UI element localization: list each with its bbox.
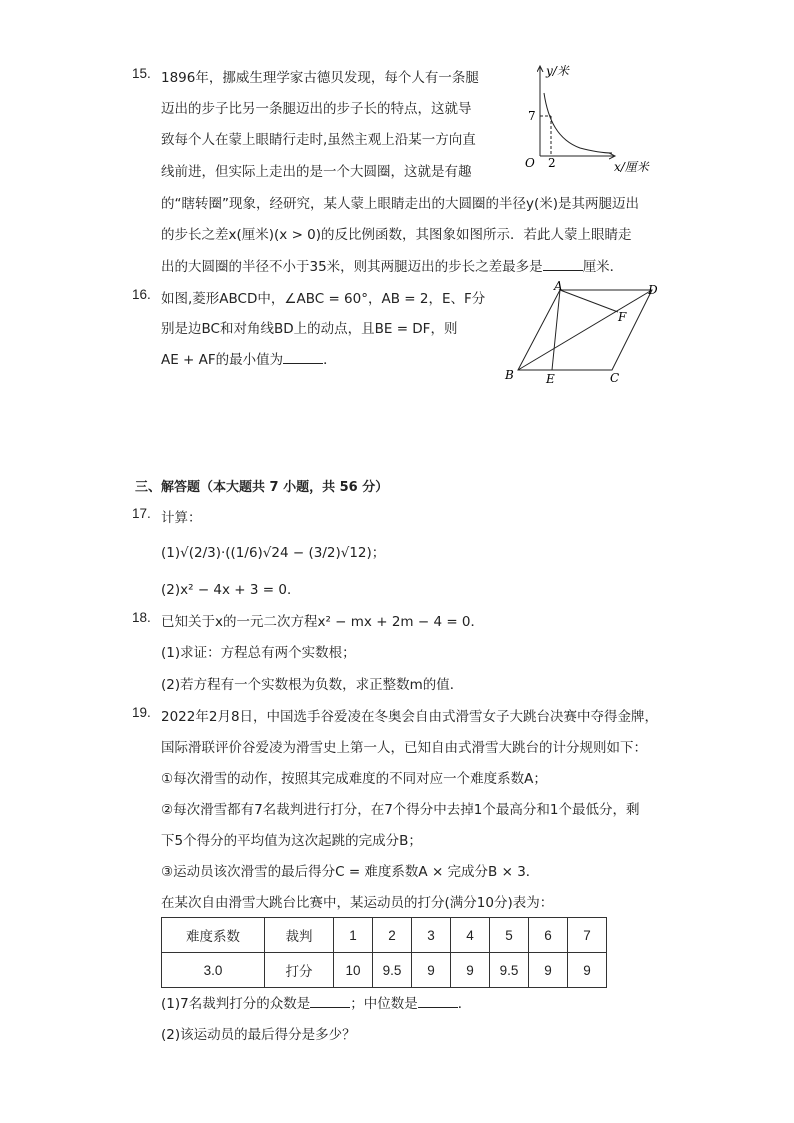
q19-rule-1: ①每次滑雪的动作，按照其完成难度的不同对应一个难度系数A； <box>161 771 547 787</box>
q19-rule-2a: ②每次滑雪都有7名裁判进行打分，在7个得分中去掉1个最高分和1个最低分，剩 <box>161 802 640 818</box>
y-tick-label: 7 <box>528 109 536 123</box>
q18-part-1: (1)求证：方程总有两个实数根； <box>161 645 356 661</box>
mode-answer-blank[interactable] <box>310 995 350 1008</box>
q15-line-3: 致每个人在蒙上眼睛行走时,虽然主观上沿某一方向直 <box>161 132 476 148</box>
judge-cell: 5 <box>490 918 529 953</box>
vertex-b-label: B <box>505 368 514 382</box>
q19-line-2: 国际滑联评价谷爱凌为滑雪史上第一人，已知自由式滑雪大跳台的计分规则如下： <box>161 740 647 756</box>
judge-cell: 4 <box>451 918 490 953</box>
q15-line-7 <box>161 255 623 275</box>
x-axis-label: x/厘米 <box>614 160 649 174</box>
q15-line-1: 1896年，挪威生理学家古德贝发现，每个人有一条腿 <box>161 70 479 86</box>
point-f-label: F <box>618 310 627 324</box>
score-cell: 9.5 <box>490 953 529 988</box>
judge-cell: 7 <box>568 918 607 953</box>
q17-part-2: (2)x² − 4x + 3 = 0． <box>161 582 301 598</box>
q15-number: 15. <box>132 66 151 81</box>
q15-line-6: 的步长之差x(厘米)(x > 0)的反比例函数，其图象如图所示．若此人蒙上眼睛走 <box>161 227 632 243</box>
q19-sub-2: (2)该运动员的最后得分是多少？ <box>161 1027 356 1043</box>
x-tick-label: 2 <box>548 156 556 170</box>
score-cell: 9 <box>451 953 490 988</box>
vertex-c-label: C <box>610 371 620 385</box>
inverse-function-graph <box>510 60 660 180</box>
table-row <box>162 918 607 953</box>
q18-part-2: (2)若方程有一个实数根为负数，求正整数m的值． <box>161 677 464 693</box>
origin-label: O <box>525 156 535 170</box>
vertex-a-label: A <box>554 279 563 293</box>
score-table <box>161 917 607 988</box>
q16-line-3-text: AE + AF的最小值为 <box>161 352 284 368</box>
rhombus-figure <box>500 278 670 390</box>
point-e-label: E <box>546 372 555 386</box>
score-cell: 9 <box>529 953 568 988</box>
section-heading: 三、解答题（本大题共 7 小题，共 56 分） <box>135 480 389 495</box>
q16-answer-blank[interactable] <box>283 351 323 364</box>
q19-line-1: 2022年2月8日，中国选手谷爱凌在冬奥会自由式滑雪女子大跳台决赛中夺得金牌， <box>161 709 659 725</box>
q18-number: 18. <box>132 610 151 625</box>
q16-line-2: 别是边BC和对角线BD上的动点，且BE = DF，则 <box>161 321 458 337</box>
header-difficulty: 难度系数 <box>162 918 265 953</box>
q16-number: 16. <box>132 287 151 302</box>
q17-number: 17. <box>132 506 151 521</box>
judge-cell: 3 <box>412 918 451 953</box>
score-cell: 9 <box>568 953 607 988</box>
q16-line-3-end: ． <box>323 352 337 368</box>
q19-rule-2b: 下5个得分的平均值为这次起跳的完成分B； <box>161 833 422 849</box>
score-cell: 9.5 <box>373 953 412 988</box>
q15-line-7-text: 出的大圆圈的半径不小于35米，则其两腿迈出的步长之差最多是 <box>161 259 543 275</box>
judge-cell: 6 <box>529 918 568 953</box>
q19-number: 19. <box>132 705 151 720</box>
q19-sub-1 <box>161 992 471 1012</box>
header-score: 打分 <box>265 953 334 988</box>
judge-cell: 2 <box>373 918 412 953</box>
score-cell: 9 <box>412 953 451 988</box>
q19-sub-1-mode: (1)7名裁判打分的众数是 <box>161 996 311 1012</box>
q15-line-7-unit: 厘米． <box>582 259 624 275</box>
q17-part-1: (1)√(2/3)·((1/6)√24 − (3/2)√12)； <box>161 545 386 561</box>
q19-sub-1-median: ；中位数是 <box>350 996 418 1012</box>
q18-line-1: 已知关于x的一元二次方程x² − mx + 2m − 4 = 0． <box>161 614 485 630</box>
q15-line-4: 线前进，但实际上走出的是一个大圆圈，这就是有趣 <box>161 164 472 180</box>
q19-sub-1-end: ． <box>457 996 472 1012</box>
y-axis-label: y/米 <box>546 64 569 78</box>
q19-line-3: 在某次自由滑雪大跳台比赛中，某运动员的打分(满分10分)表为： <box>161 895 554 911</box>
q15-line-5: 的“瞎转圈”现象，经研究，某人蒙上眼睛走出的大圆圈的半径y(米)是其两腿迈出 <box>161 196 640 212</box>
segment-af <box>560 290 618 312</box>
table-row <box>162 953 607 988</box>
score-cell: 10 <box>334 953 373 988</box>
header-judge: 裁判 <box>265 918 334 953</box>
q15-answer-blank[interactable] <box>543 258 583 271</box>
q16-line-1: 如图,菱形ABCD中，∠ABC = 60°，AB = 2，E、F分 <box>161 291 486 307</box>
q17-title: 计算： <box>161 510 202 526</box>
median-answer-blank[interactable] <box>418 995 458 1008</box>
judge-cell: 1 <box>334 918 373 953</box>
q19-rule-3: ③运动员该次滑雪的最后得分C = 难度系数A × 完成分B × 3． <box>161 864 540 880</box>
difficulty-value: 3.0 <box>162 953 265 988</box>
vertex-d-label: D <box>648 283 658 297</box>
q16-line-3 <box>161 348 337 368</box>
hyperbola-curve <box>544 93 612 153</box>
q15-line-2: 迈出的步子比另一条腿迈出的步子长的特点，这就导 <box>161 101 472 117</box>
